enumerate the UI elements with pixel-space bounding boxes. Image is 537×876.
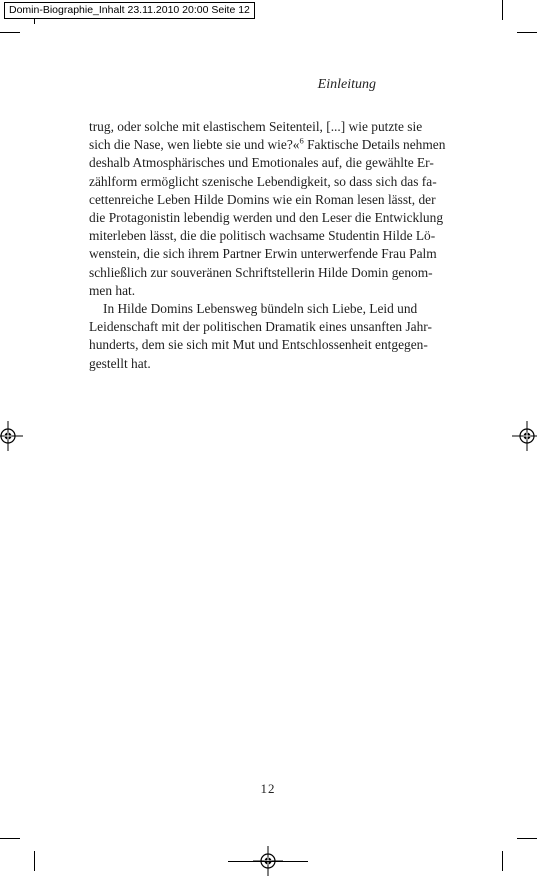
paragraph-2: In Hilde Domins Lebensweg bündeln sich Liebe, Leid und Leidenschaft mit der politischen Dramatik eines unsanften Jahr- hunderts, dem sie sich mit Mut und Entschlossenheit entgegen- gestellt hat. (89, 301, 432, 371)
crop-mark-bottom-left-h (0, 838, 20, 839)
running-head: Einleitung (317, 77, 376, 92)
print-slug-label: Domin-Biographie_Inhalt 23.11.2010 20:00 Seite 12 (4, 2, 255, 19)
crop-mark-top-right-h (517, 32, 537, 33)
registration-mark-left-icon (0, 421, 23, 451)
crop-mark-bottom-left-v (34, 851, 35, 871)
crop-mark-top-left-h (0, 32, 20, 33)
registration-line-bottom (228, 861, 308, 862)
crop-mark-bottom-right-v (502, 851, 503, 871)
body-text (89, 118, 446, 373)
page-number: 12 (260, 781, 276, 796)
registration-mark-right-icon (512, 421, 537, 451)
crop-mark-top-left-v (34, 18, 35, 24)
crop-mark-top-right-v (502, 0, 503, 20)
footnote-reference: 6 (299, 135, 304, 146)
paragraph-1: trug, oder solche mit elastischem Seitenteil, [...] wie putzte sie sich die Nase, wen liebte sie und wie?«$^6$ Faktische Details nehmen deshalb Atmosphärisches und Emotionales auf, die gewählte Er- zählform ermöglicht szenische Lebendigkeit, so dass sich das fa- cettenreiche Leben Hilde Domins wie ein Roman lesen lässt, der die Protagonistin lebendig werden und den Leser die Entwicklung miterleben lässt, die die politisch wachsame Studentin Hilde Lö- wenstein, die sich ihrem Partner Erwin unterwerfende Frau Palm schließlich zur souveränen Schriftstellerin Hilde Domin genom- men hat. (89, 119, 446, 298)
crop-mark-bottom-right-h (517, 838, 537, 839)
